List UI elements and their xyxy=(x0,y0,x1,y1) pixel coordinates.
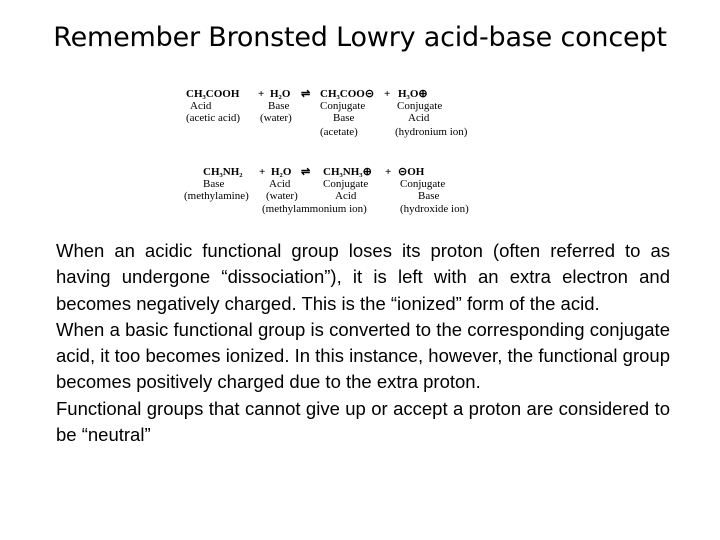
label: (hydronium ion) xyxy=(395,126,468,138)
label: (water) xyxy=(266,190,298,202)
label: Conjugate xyxy=(397,100,443,112)
label: (methylammonium ion) xyxy=(262,203,367,215)
equilibrium-arrow-icon: ⇌ xyxy=(301,166,311,178)
reaction-acetic-acid xyxy=(170,88,510,138)
name-labels-2 xyxy=(170,126,510,138)
reaction-methylamine xyxy=(170,166,510,215)
product-conjugate-base: ⊝OH xyxy=(398,166,425,178)
label: Base xyxy=(203,178,225,190)
label: Conjugate xyxy=(320,100,366,112)
label: Acid xyxy=(269,178,291,190)
paragraph-neutral-groups: Functional groups that cannot give up or accept a proton are considered to be “neutral” xyxy=(56,397,670,446)
paragraph-base-ionization: When a basic functional group is converted to the corresponding conjugate acid, it too becomes ionized. In this instance, however, the functional group becomes positively charged due to the extra proton. xyxy=(56,318,670,393)
product-conjugate-acid: CH₃NH₃⊕ xyxy=(323,166,372,178)
label: Conjugate xyxy=(323,178,369,190)
plus-sign: + xyxy=(258,88,265,100)
plus-sign: + xyxy=(259,166,266,178)
label: Base xyxy=(268,100,290,112)
reactant-acid: CH₃COOH xyxy=(186,88,240,100)
label: (water) xyxy=(260,112,292,124)
plus-sign: + xyxy=(385,166,392,178)
label: (hydroxide ion) xyxy=(400,203,469,215)
label: (acetic acid) xyxy=(186,112,241,124)
product-conjugate-acid: H₃O⊕ xyxy=(398,88,428,100)
reactant-acid: H₂O xyxy=(271,166,292,178)
label: Base xyxy=(418,190,440,202)
paragraph-acid-ionization: When an acidic functional group loses its proton (often referred to as having undergone “dissociation”), it is left with an extra electron and becomes negatively charged. This is the “ionized” form of the acid. xyxy=(56,240,670,314)
plus-sign: + xyxy=(384,88,391,100)
name-labels-2 xyxy=(170,203,510,215)
reaction-equation xyxy=(170,166,510,178)
label: Acid xyxy=(190,100,212,112)
label: Acid xyxy=(335,190,357,202)
reactant-base: H₂O xyxy=(270,88,291,100)
reaction-equation xyxy=(170,88,510,100)
name-labels xyxy=(170,190,510,202)
label: Acid xyxy=(408,112,430,124)
name-labels xyxy=(170,112,510,124)
equilibrium-arrow-icon: ⇌ xyxy=(301,88,311,100)
reactant-base: CH₃NH₂ xyxy=(203,166,243,178)
body-text xyxy=(56,238,670,448)
role-labels xyxy=(170,178,510,190)
label: Conjugate xyxy=(400,178,446,190)
label: (acetate) xyxy=(320,126,358,138)
label: Base xyxy=(333,112,355,124)
slide-title: Remember Bronsted Lowry acid-base concept xyxy=(53,22,667,53)
product-conjugate-base: CH₃COO⊝ xyxy=(320,88,375,100)
label: (methylamine) xyxy=(184,190,249,202)
role-labels xyxy=(170,100,510,112)
